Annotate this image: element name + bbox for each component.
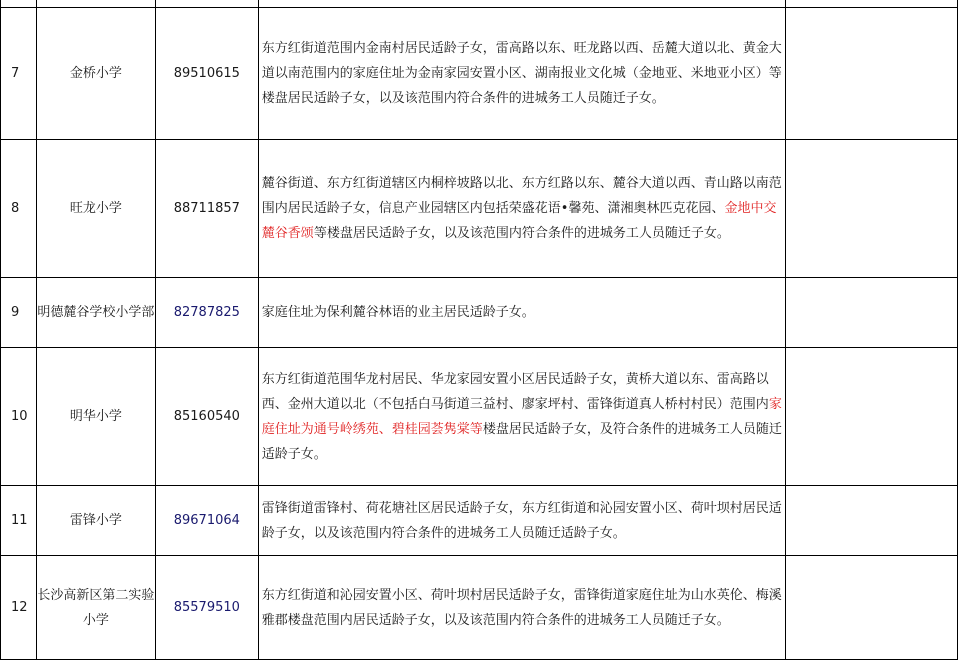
phone-number: 85579510	[155, 556, 258, 660]
school-name: 明华小学	[36, 348, 155, 486]
remarks-cell	[786, 486, 958, 556]
phone-number: 89671064	[155, 486, 258, 556]
row-number: 9	[1, 278, 37, 348]
table-row	[1, 486, 958, 556]
row-number: 8	[1, 140, 37, 278]
table-body	[1, 0, 958, 660]
scope-text: 东方红街道范围内金南村居民适龄子女，雷高路以东、旺龙路以西、岳麓大道以北、黄金大道以南范围内的家庭住址为金南家园安置小区、湖南报业文化城（金地亚、米地亚小区）等楼盘居民适龄子女，以及该范围内符合条件的进城务工人员随迁子女。	[261, 41, 782, 106]
school-name: 旺龙小学	[36, 140, 155, 278]
phone-number: 89510615	[155, 8, 258, 140]
scope-text: 雷锋街道雷锋村、荷花塘社区居民适龄子女，东方红街道和沁园安置小区、荷叶坝村居民适龄子女，以及该范围内符合条件的进城务工人员随迁适龄子女。	[261, 500, 782, 541]
remarks-cell	[786, 0, 958, 8]
row-number: 12	[1, 556, 37, 660]
scope-text: 东方红街道和沁园安置小区、荷叶坝村居民适龄子女，雷锋街道家庭住址为山水英伦、梅溪雅郡楼盘范围内居民适龄子女，以及该范围内符合条件的进城务工人员随迁子女。	[261, 587, 782, 628]
row-number: 7	[1, 8, 37, 140]
table-row	[1, 0, 958, 8]
highlighted-text: 金地中交麓谷香颂	[261, 201, 777, 241]
table-row	[1, 348, 958, 486]
school-name	[36, 0, 155, 8]
enrollment-scope	[258, 348, 785, 486]
table-row	[1, 140, 958, 278]
remarks-cell	[786, 556, 958, 660]
phone-number: 85160540	[155, 348, 258, 486]
row-number: 10	[1, 348, 37, 486]
remarks-cell	[786, 8, 958, 140]
phone-number	[155, 0, 258, 8]
enrollment-scope	[258, 8, 785, 140]
enrollment-scope	[258, 278, 785, 348]
table-row	[1, 556, 958, 660]
row-number: 11	[1, 486, 37, 556]
enrollment-scope	[258, 0, 785, 8]
scope-text: 楼盘居民适龄子女，及符合条件的进城务工人员随迁适龄子女。	[261, 421, 782, 462]
table-row	[1, 8, 958, 140]
phone-number: 88711857	[155, 140, 258, 278]
row-number	[1, 0, 37, 8]
scope-text: 东方红街道范围华龙村居民、华龙家园安置小区居民适龄子女，黄桥大道以东、雷高路以西、金州大道以北（不包括白马街道三益村、廖家坪村、雷锋街道真人桥村村民）范围内	[261, 371, 769, 412]
school-name: 雷锋小学	[36, 486, 155, 556]
remarks-cell	[786, 278, 958, 348]
remarks-cell	[786, 348, 958, 486]
school-name: 长沙高新区第二实验小学	[36, 556, 155, 660]
school-name: 明德麓谷学校小学部	[36, 278, 155, 348]
scope-text: 麓谷街道、东方红街道辖区内桐梓坡路以北、东方红路以东、麓谷大道以西、青山路以南范围内居民适龄子女，信息产业园辖区内包括荣盛花语•馨苑、潇湘奥林匹克花园、	[261, 176, 782, 216]
enrollment-scope	[258, 140, 785, 278]
highlighted-text: 家庭住址为通号岭绣苑、碧桂园荟隽棠等	[261, 396, 782, 437]
table-row	[1, 278, 958, 348]
enrollment-scope	[258, 556, 785, 660]
remarks-cell	[786, 140, 958, 278]
enrollment-scope	[258, 486, 785, 556]
scope-text: 家庭住址为保利麓谷林语的业主居民适龄子女。	[261, 305, 535, 320]
school-name: 金桥小学	[36, 8, 155, 140]
scope-text: 等楼盘居民适龄子女，以及该范围内符合条件的进城务工人员随迁子女。	[313, 226, 730, 241]
phone-number: 82787825	[155, 278, 258, 348]
